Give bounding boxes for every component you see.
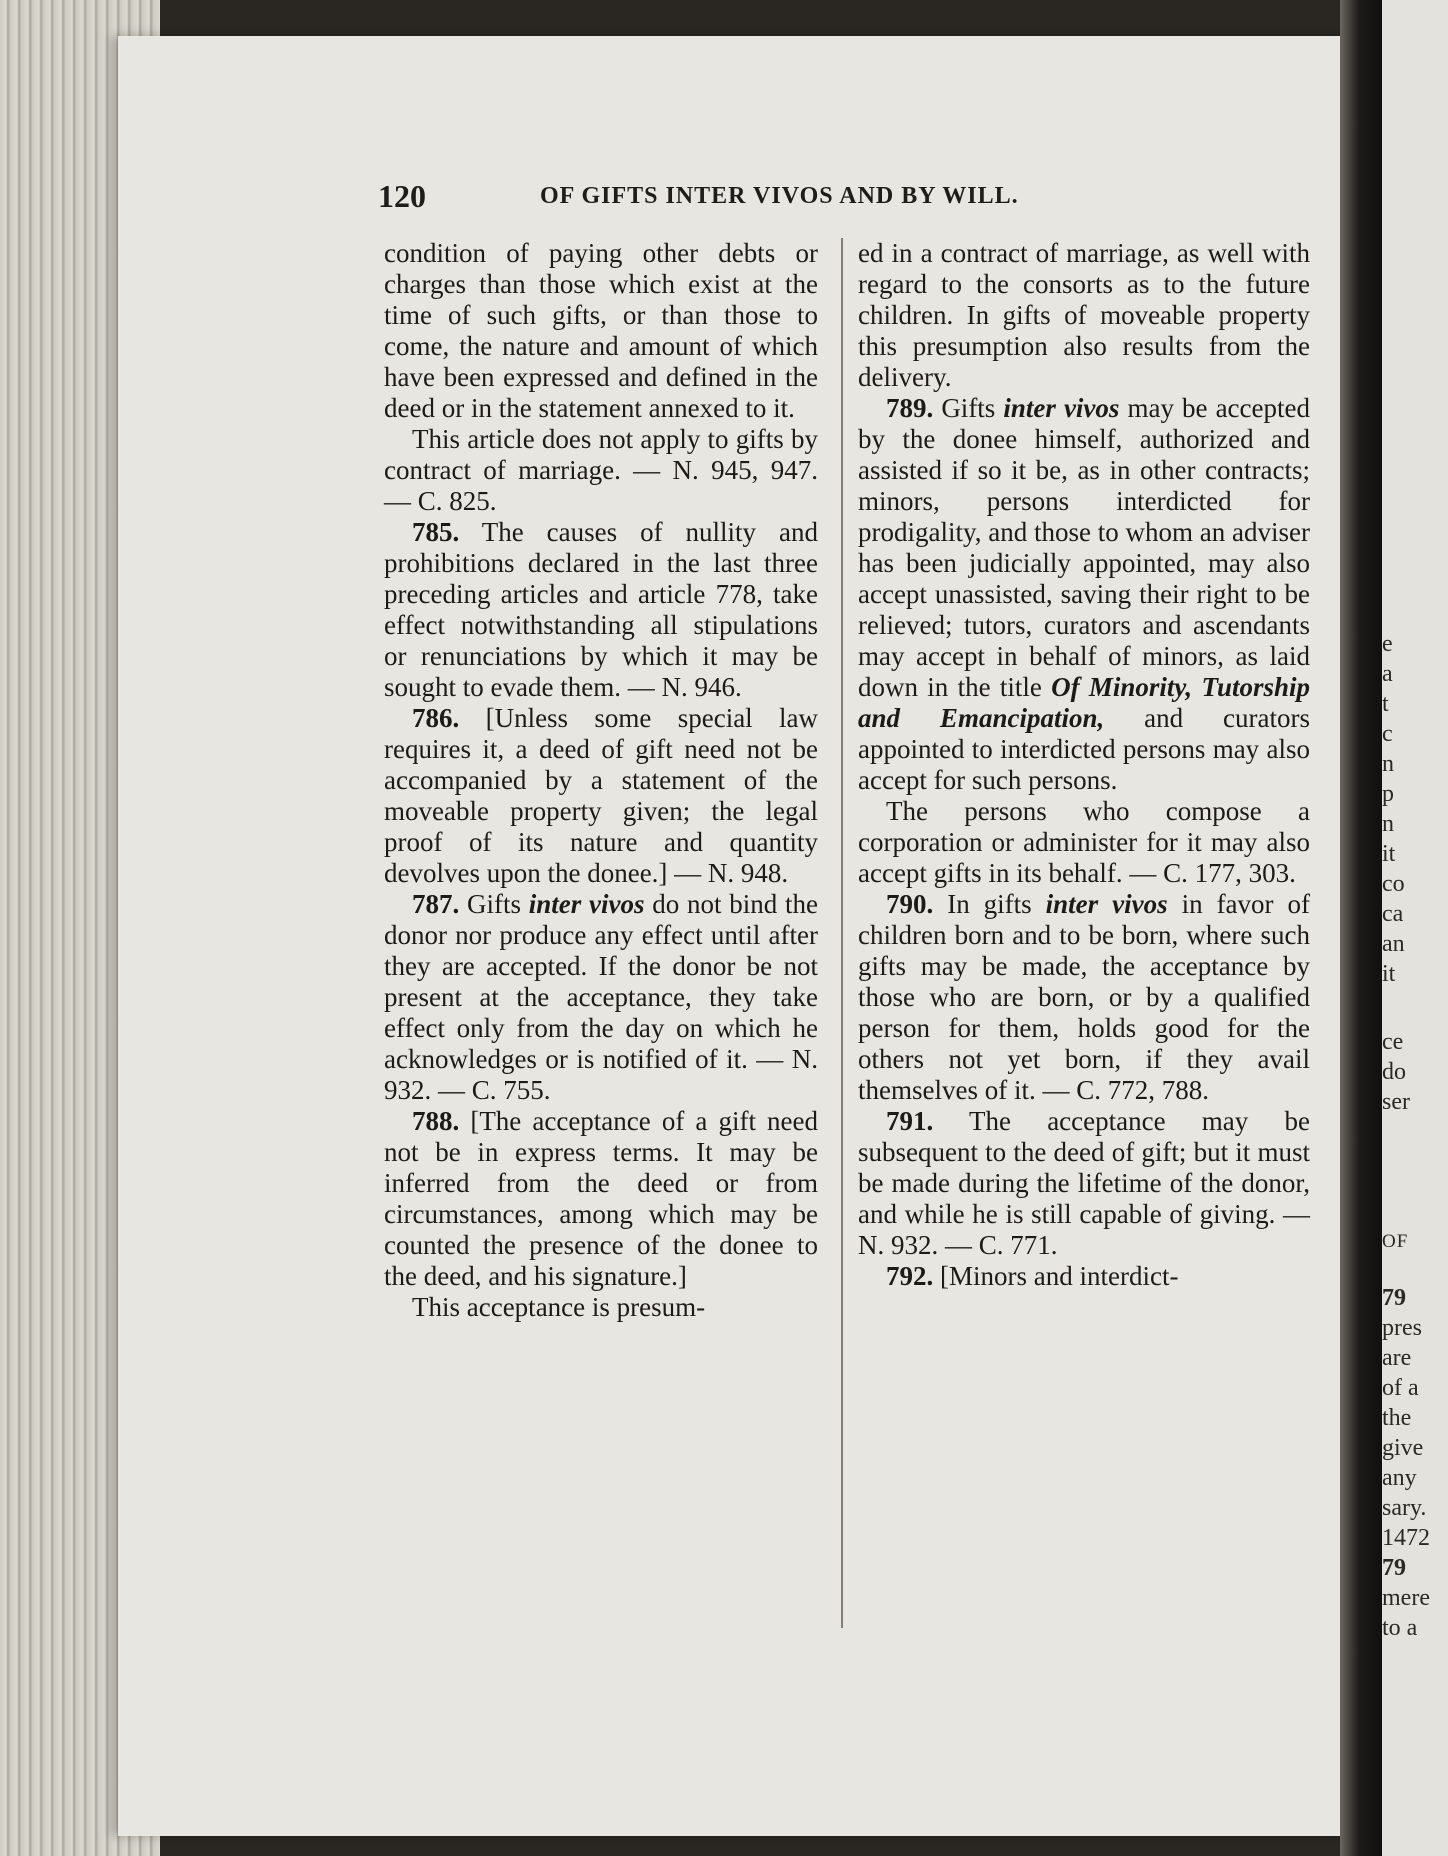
left-text-column <box>384 238 818 1323</box>
article-text: The acceptance may be subsequent to the deed of gift; but it must be made during the lifetime of the donor, and while he is still capable of giving. — N. 932. — C. 771. <box>858 1106 1311 1260</box>
article-text: Gifts <box>941 393 996 423</box>
article-text: and curators appointed to interdicted persons may also accept for such persons. <box>858 703 1311 795</box>
article-number: 786. <box>412 703 460 733</box>
article-text: may be accepted by the donee himself, authorized and assisted if so it be, as in other contracts; minors, persons interdicted for prodigality, and those to whom an adviser has been judicially appointed, may also accept unassisted, saving their right to be relieved; tutors, curators and ascendants may accept in behalf of minors, as laid down in the title <box>858 393 1310 702</box>
text-fragment: p <box>1382 781 1394 807</box>
article-number: 790. <box>886 889 934 919</box>
article-785 <box>384 517 818 703</box>
article-791 <box>858 1106 1310 1261</box>
latin-term: inter vivos <box>1003 393 1120 423</box>
next-page-edge <box>1382 0 1448 1856</box>
article-789 <box>858 393 1310 796</box>
article-number: 787. <box>412 889 460 919</box>
text-fragment: an <box>1382 931 1405 957</box>
text-fragment: it <box>1382 961 1396 987</box>
article-text: [Unless some special law requires it, a deed of gift need not be accompanied by a statement of the moveable property given; the legal proof of its nature and quantity devolves upon the donee.] — N. 948. <box>384 703 818 888</box>
text-fragment: ser <box>1382 1089 1410 1115</box>
title-reference: Of Minority, Tutorship and Emancipation, <box>858 672 1310 733</box>
paragraph: condition of paying other debts or charges than those which exist at the time of such gifts, or than those to come, the nature and amount of which have been expressed and defined in the deed or in the statement annexed to it. <box>384 238 818 423</box>
article-number: 785. <box>412 517 460 547</box>
text-fragment: mere <box>1382 1585 1430 1611</box>
article-text: In gifts <box>947 889 1032 919</box>
article-text: The causes of nullity and prohibitions declared in the last three preceding articles and article 778, take effect notwithstanding all stipulations or renunciations by which it may be sought to evade them. — N. 946. <box>384 517 818 702</box>
latin-term: inter vivos <box>528 889 645 919</box>
text-fragment: sary. <box>1382 1495 1427 1521</box>
text-fragment: are <box>1382 1345 1412 1371</box>
text-fragment: 79 <box>1382 1285 1406 1311</box>
article-text: [Minors and interdict- <box>940 1261 1179 1291</box>
article-text: in favor of children born and to be born, where such gifts may be made, the acceptance by those who are born, or by a qualified person for them, holds good for the others not yet born, if they avail themselves of it. — C. 772, 788. <box>858 889 1310 1105</box>
article-788 <box>384 1106 818 1292</box>
page-number: 120 <box>378 178 426 214</box>
article-text: [The acceptance of a gift need not be in express terms. It may be inferred from the deed or from circumstances, among which may be counted the presence of the donee to the deed, and his signature.] <box>384 1106 818 1291</box>
paragraph: The persons who compose a corporation or administer for it may also accept gifts in its behalf. — C. 177, 303. <box>858 796 1310 888</box>
text-fragment: e <box>1382 631 1393 657</box>
text-fragment: give <box>1382 1435 1424 1461</box>
article-792 <box>858 1261 1310 1292</box>
article-text: Gifts <box>467 889 521 919</box>
text-fragment: a <box>1382 661 1393 687</box>
text-fragment: t <box>1382 691 1389 717</box>
latin-term: inter vivos <box>1045 889 1168 919</box>
text-fragment: 79 <box>1382 1555 1406 1581</box>
text-fragment: ce <box>1382 1029 1404 1055</box>
text-fragment: of a <box>1382 1375 1419 1401</box>
text-fragment: n <box>1382 811 1394 837</box>
article-text: do not bind the donor nor produce any effect until after they are accepted. If the donor be not present at the acceptance, they take effect only from the day on which he acknowledges or is notified of it. — N. 932. — C. 755. <box>384 889 818 1105</box>
right-text-column <box>858 238 1310 1292</box>
article-number: 791. <box>886 1106 934 1136</box>
book-gutter <box>1340 0 1388 1856</box>
article-787 <box>384 889 818 1106</box>
text-fragment: n <box>1382 751 1394 777</box>
text-fragment: OF <box>1382 1231 1409 1252</box>
column-divider <box>841 238 843 1628</box>
text-fragment: pres <box>1382 1315 1422 1341</box>
text-fragment: ca <box>1382 901 1404 927</box>
text-fragment: 1472 <box>1382 1525 1430 1551</box>
article-786 <box>384 703 818 889</box>
text-fragment: any <box>1382 1465 1417 1491</box>
text-fragment: the <box>1382 1405 1412 1431</box>
text-fragment: to a <box>1382 1615 1418 1641</box>
paragraph: This acceptance is presum- <box>412 1292 706 1322</box>
article-number: 789. <box>886 393 934 423</box>
page-header <box>378 178 1238 218</box>
paragraph: ed in a contract of marriage, as well with regard to the consorts as to the future children. In gifts of moveable property this presumption also results from the delivery. <box>858 238 1310 392</box>
text-fragment: co <box>1382 871 1405 897</box>
text-fragment: do <box>1382 1059 1406 1085</box>
article-790 <box>858 889 1310 1106</box>
article-number: 788. <box>412 1106 460 1136</box>
text-fragment: it <box>1382 841 1396 867</box>
text-fragment: c <box>1382 721 1393 747</box>
paragraph: This article does not apply to gifts by contract of marriage. — N. 945, 947. — C. 825. <box>384 424 818 516</box>
article-number: 792. <box>886 1261 934 1291</box>
running-title: OF GIFTS INTER VIVOS AND BY WILL. <box>540 183 1019 209</box>
